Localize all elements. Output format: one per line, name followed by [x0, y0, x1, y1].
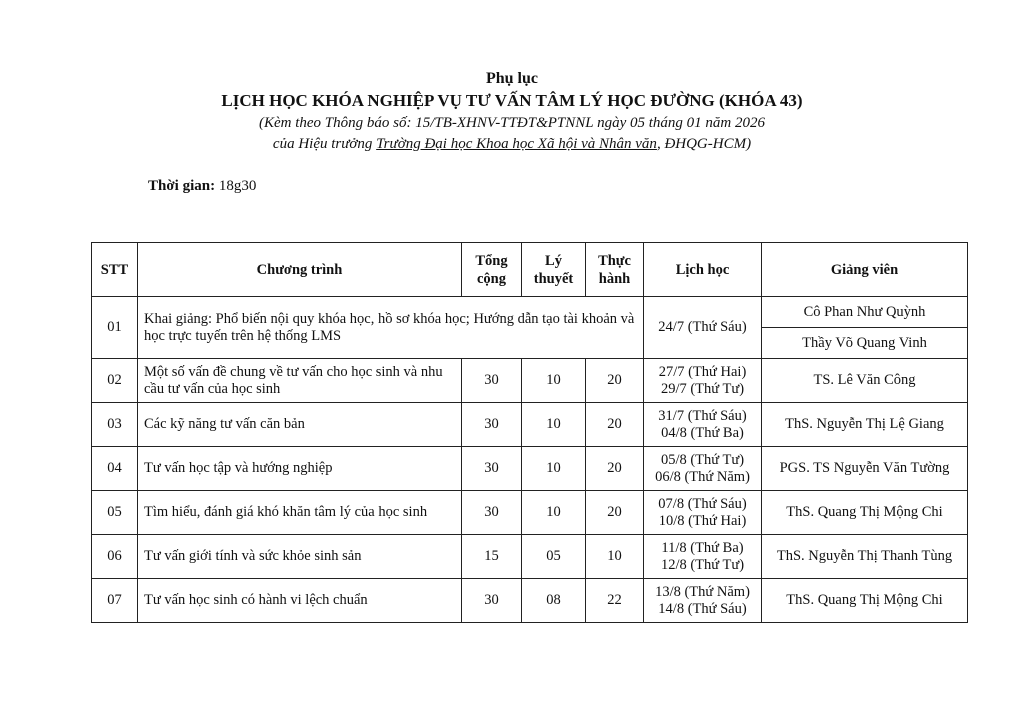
cell-lecturer: Cô Phan Như Quỳnh — [762, 297, 968, 328]
schedule-date: 10/8 (Thứ Hai) — [658, 512, 747, 529]
cell-program: Một số vấn đề chung về tư vấn cho học sinh và nhu cầu tư vấn của học sinh — [138, 359, 462, 403]
cell-schedule: 24/7 (Thứ Sáu) — [644, 297, 762, 359]
reference-line-1: (Kèm theo Thông báo số: 15/TB-XHNV-TTĐT&PTNNL ngày 05 tháng 01 năm 2026 — [258, 115, 765, 131]
header-practice-line1: Thực — [598, 252, 631, 269]
university-name: Trường Đại học Khoa học Xã hội và Nhân văn — [376, 136, 657, 152]
cell-practice: 20 — [586, 447, 644, 491]
cell-theory: 05 — [522, 535, 586, 579]
cell-total: 30 — [462, 447, 522, 491]
appendix-heading: Phụ lục — [485, 70, 538, 87]
table-row — [92, 535, 968, 579]
cell-practice: 20 — [586, 359, 644, 403]
class-time — [148, 178, 256, 195]
cell-lecturer: ThS. Quang Thị Mộng Chi — [762, 579, 968, 623]
header-practice — [586, 243, 644, 297]
schedule-date: 31/7 (Thứ Sáu) — [658, 407, 747, 424]
table-header-row — [92, 243, 968, 297]
cell-schedule — [644, 535, 762, 579]
cell-lecturer: ThS. Quang Thị Mộng Chi — [762, 491, 968, 535]
cell-stt: 06 — [92, 535, 138, 579]
cell-schedule — [644, 447, 762, 491]
cell-total: 30 — [462, 359, 522, 403]
header-schedule: Lịch học — [644, 243, 762, 297]
schedule-date: 05/8 (Thứ Tư) — [660, 451, 745, 468]
cell-lecturer: ThS. Nguyễn Thị Thanh Tùng — [762, 535, 968, 579]
table-row — [92, 447, 968, 491]
table-row — [92, 359, 968, 403]
reference-line-2-prefix: của Hiệu trưởng — [272, 136, 377, 152]
cell-total: 15 — [462, 535, 522, 579]
cell-theory: 10 — [522, 359, 586, 403]
table-row — [92, 403, 968, 447]
time-label: Thời gian: — [148, 178, 216, 194]
cell-stt: 01 — [92, 297, 138, 359]
schedule-date: 06/8 (Thứ Năm) — [655, 468, 750, 485]
cell-schedule — [644, 403, 762, 447]
header-stt: STT — [92, 243, 138, 297]
cell-total: 30 — [462, 579, 522, 623]
cell-stt: 07 — [92, 579, 138, 623]
cell-practice: 22 — [586, 579, 644, 623]
schedule-date: 27/7 (Thứ Hai) — [658, 363, 747, 380]
cell-stt: 02 — [92, 359, 138, 403]
cell-schedule — [644, 491, 762, 535]
header-theory-line2: thuyết — [533, 270, 574, 287]
cell-schedule — [644, 579, 762, 623]
schedule-date: 04/8 (Thứ Ba) — [661, 424, 744, 441]
cell-program: Tư vấn học tập và hướng nghiệp — [138, 447, 462, 491]
cell-theory: 08 — [522, 579, 586, 623]
reference-line-2 — [0, 136, 1024, 153]
cell-lecturer: PGS. TS Nguyễn Văn Tường — [762, 447, 968, 491]
cell-program: Tư vấn học sinh có hành vi lệch chuẩn — [138, 579, 462, 623]
table-row — [92, 491, 968, 535]
schedule-table — [91, 242, 968, 623]
cell-program: Tìm hiểu, đánh giá khó khăn tâm lý của học sinh — [138, 491, 462, 535]
table-row — [92, 297, 968, 328]
cell-practice: 20 — [586, 403, 644, 447]
header-theory — [522, 243, 586, 297]
cell-lecturer: ThS. Nguyễn Thị Lệ Giang — [762, 403, 968, 447]
cell-theory: 10 — [522, 403, 586, 447]
cell-lecturer: Thầy Võ Quang Vinh — [762, 328, 968, 359]
header-program: Chương trình — [138, 243, 462, 297]
cell-stt: 04 — [92, 447, 138, 491]
header-total-line2: cộng — [477, 270, 506, 287]
cell-practice: 10 — [586, 535, 644, 579]
cell-program: Các kỹ năng tư vấn căn bản — [138, 403, 462, 447]
cell-theory: 10 — [522, 491, 586, 535]
cell-total: 30 — [462, 403, 522, 447]
cell-practice: 20 — [586, 491, 644, 535]
schedule-date: 13/8 (Thứ Năm) — [655, 583, 750, 600]
cell-program: Khai giảng: Phổ biến nội quy khóa học, hồ sơ khóa học; Hướng dẫn tạo tài khoản và học trực tuyến trên hệ thống LMS — [138, 297, 644, 359]
schedule-date: 12/8 (Thứ Tư) — [660, 556, 745, 573]
header-practice-line2: hành — [598, 270, 631, 287]
cell-total: 30 — [462, 491, 522, 535]
reference-line-2-suffix: , ĐHQG-HCM) — [656, 136, 752, 152]
cell-stt: 05 — [92, 491, 138, 535]
header-total-line1: Tổng — [475, 252, 508, 269]
document-title: LỊCH HỌC KHÓA NGHIỆP VỤ TƯ VẤN TÂM LÝ HỌC ĐƯỜNG (KHÓA 43) — [221, 91, 803, 110]
header-theory-line1: Lý — [545, 252, 562, 269]
cell-stt: 03 — [92, 403, 138, 447]
header-total — [462, 243, 522, 297]
schedule-date: 29/7 (Thứ Tư) — [660, 380, 745, 397]
header-lecturer: Giảng viên — [762, 243, 968, 297]
schedule-date: 11/8 (Thứ Ba) — [661, 539, 744, 556]
schedule-date: 07/8 (Thứ Sáu) — [658, 495, 747, 512]
cell-program: Tư vấn giới tính và sức khỏe sinh sản — [138, 535, 462, 579]
table-row — [92, 579, 968, 623]
cell-lecturer: TS. Lê Văn Công — [762, 359, 968, 403]
cell-theory: 10 — [522, 447, 586, 491]
time-value: 18g30 — [218, 178, 257, 194]
schedule-date: 14/8 (Thứ Sáu) — [658, 600, 747, 617]
cell-schedule — [644, 359, 762, 403]
